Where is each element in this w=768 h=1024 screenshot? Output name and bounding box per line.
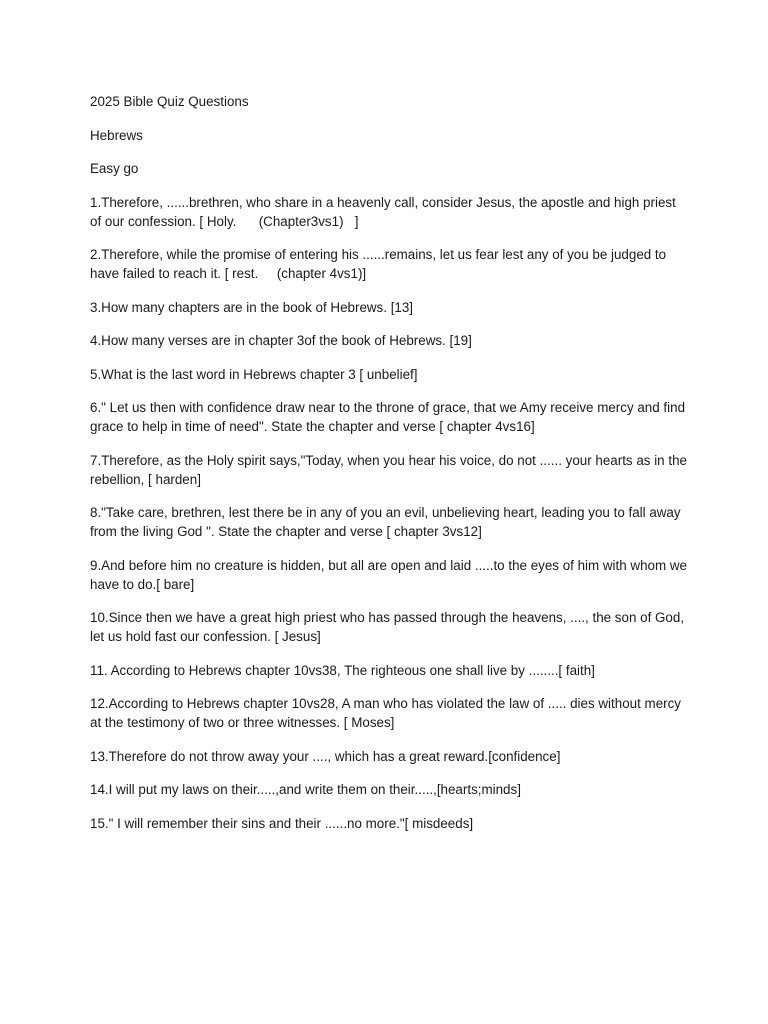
question-3: 3.How many chapters are in the book of Hebrews. [13] <box>90 299 414 315</box>
question-9: 9.And before him no creature is hidden, but all are open and laid .....to the eyes of him with whom we have to do.[ bare] <box>90 557 691 592</box>
book-name: Hebrews <box>90 127 143 143</box>
question-14: 14.I will put my laws on their.....,and write them on their.....,[hearts;minds] <box>90 782 521 797</box>
question-15: 15." I will remember their sins and their ......no more."[ misdeeds] <box>90 815 474 831</box>
question-2: 2.Therefore, while the promise of entering his ......remains, let us fear lest any of you be judged to have failed to reach it. [ rest. (chapter 4vs1)] <box>90 247 670 281</box>
document-page <box>90 92 690 847</box>
question-1: 1.Therefore, ......brethren, who share in a heavenly call, consider Jesus, the apostle and high priest of our confession. [ Holy. (Chapter3vs1) ] <box>90 194 680 229</box>
question-7: 7.Therefore, as the Holy spirit says,"Today, when you hear his voice, do not ...... your hearts as in the rebellion, [ harden] <box>90 452 691 487</box>
question-12: 12.According to Hebrews chapter 10vs28, A man who has violated the law of ..... dies without mercy at the testimony of two or three witnesses. [ Moses] <box>90 696 685 730</box>
question-10: 10.Since then we have a great high priest who has passed through the heavens, ...., the son of God, let us hold fast our confession. [ Jesus] <box>90 610 688 644</box>
question-11: 11. According to Hebrews chapter 10vs38, The righteous one shall live by ........[ faith] <box>90 662 595 678</box>
document-title: 2025 Bible Quiz Questions <box>90 94 249 109</box>
question-4: 4.How many verses are in chapter 3of the book of Hebrews. [19] <box>90 333 472 348</box>
section-label: Easy go <box>90 161 139 176</box>
question-6: 6." Let us then with confidence draw near to the throne of grace, that we Amy receive mercy and find grace to help in time of need". State the chapter and verse [ chapter 4vs16] <box>90 400 689 434</box>
question-5: 5.What is the last word in Hebrews chapter 3 [ unbelief] <box>90 366 418 382</box>
question-13: 13.Therefore do not throw away your ...., which has a great reward.[confidence] <box>90 748 561 764</box>
question-8: 8."Take care, brethren, lest there be in any of you an evil, unbelieving heart, leading you to fall away from the living God ". State the chapter and verse [ chapter 3vs12] <box>90 505 685 539</box>
